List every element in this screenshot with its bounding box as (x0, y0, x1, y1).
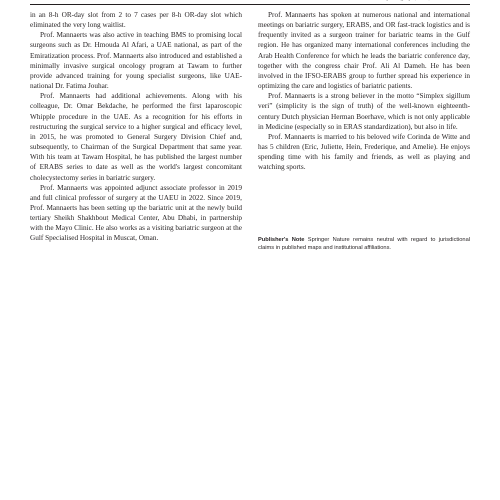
publisher-note-text: Springer Nature remains neutral with regard to jurisdictional claims in published maps and institutional affiliations. (258, 237, 471, 251)
paragraph: Prof. Mannaerts was appointed adjunct associate professor in 2019 and full clinical professor of surgery at the UAEU in 2022. Since 2019, Prof. Mannaerts has been setting up the bariatric unit at the newly build tertiary Sheikh Shakhbout Medical Center, Abu Dhabi, in partnership with the Mayo Clinic. He also works as a visiting bariatric surgeon at the Gulf Specialised Hospital in Muscat, Oman. (30, 183, 242, 243)
page-number (30, 0, 43, 1)
paragraph: Prof. Mannaerts had additional achievements. Along with his colleague, Dr. Omar Bekdache, he performed the first laparoscopic Whipple procedure in the UAE. As a recognition for his efforts in restructuring the surgical service to a higher surgical and efficacy level, in 2015, he was promoted to General Surgery Division Chief and, subsequently, to Chairman of the Surgical Department that same year. With his team at Tawam Hospital, he has published the largest number of ERABS series to date as well as the world's largest concomitant cholecystectomy series in bariatric surgery. (30, 92, 242, 182)
paragraph: Prof. Mannaerts is a strong believer in the motto “Simplex sigillum veri” (simplicity is the sign of truth) of the well-known eighteenth-century Dutch physician Herman Boerhave, which is not only applicable in Medicine (especially so in ERAS standardization), but also in life. (258, 92, 470, 131)
paragraph: Prof. Mannaerts was also active in teaching BMS to promising local surgeons such as Dr. Hmouda Al Afari, a UAE national, as part of the Emiratization process. Prof. Mannaerts also introduced and established a minimally invasive surgical oncology program at Tawam to further provide advanced training for young specialist surgeons, like UAE-national Dr. Fatima Jouhar. (30, 31, 242, 91)
journal-citation (370, 0, 470, 1)
paragraph: Prof. Mannaerts is married to his beloved wife Corinda de Witte and has 5 children (Eric, Juliette, Hein, Frederique, and Amelie). He enjoys spending time with his family and friends, as well as playing and watching sports. (258, 132, 470, 172)
publisher-note-label: Publisher's Note (258, 237, 308, 243)
publisher-note (258, 236, 470, 252)
left-column (30, 10, 242, 244)
paragraph: Prof. Mannaerts has spoken at numerous national and international meetings on bariatric surgery, ERABS, and OR fast-track logistics and is frequently invited as a surgeon trainer for bariatric teams in the Gulf region. He has organized many international conferences including the Arab Health Conference for which he leads the bariatric conference day, together with the congress chair Prof. Ali Al Dameh. He has been involved in the IFSO-ERABS group to further spread his experience in optimizing the care and logistics of bariatric patients. (258, 11, 470, 91)
right-column (258, 10, 470, 173)
paragraph: in an 8-h OR-day slot from 2 to 7 cases per 8-h OR-day slot which eliminated the very long waitlist. (30, 11, 242, 30)
